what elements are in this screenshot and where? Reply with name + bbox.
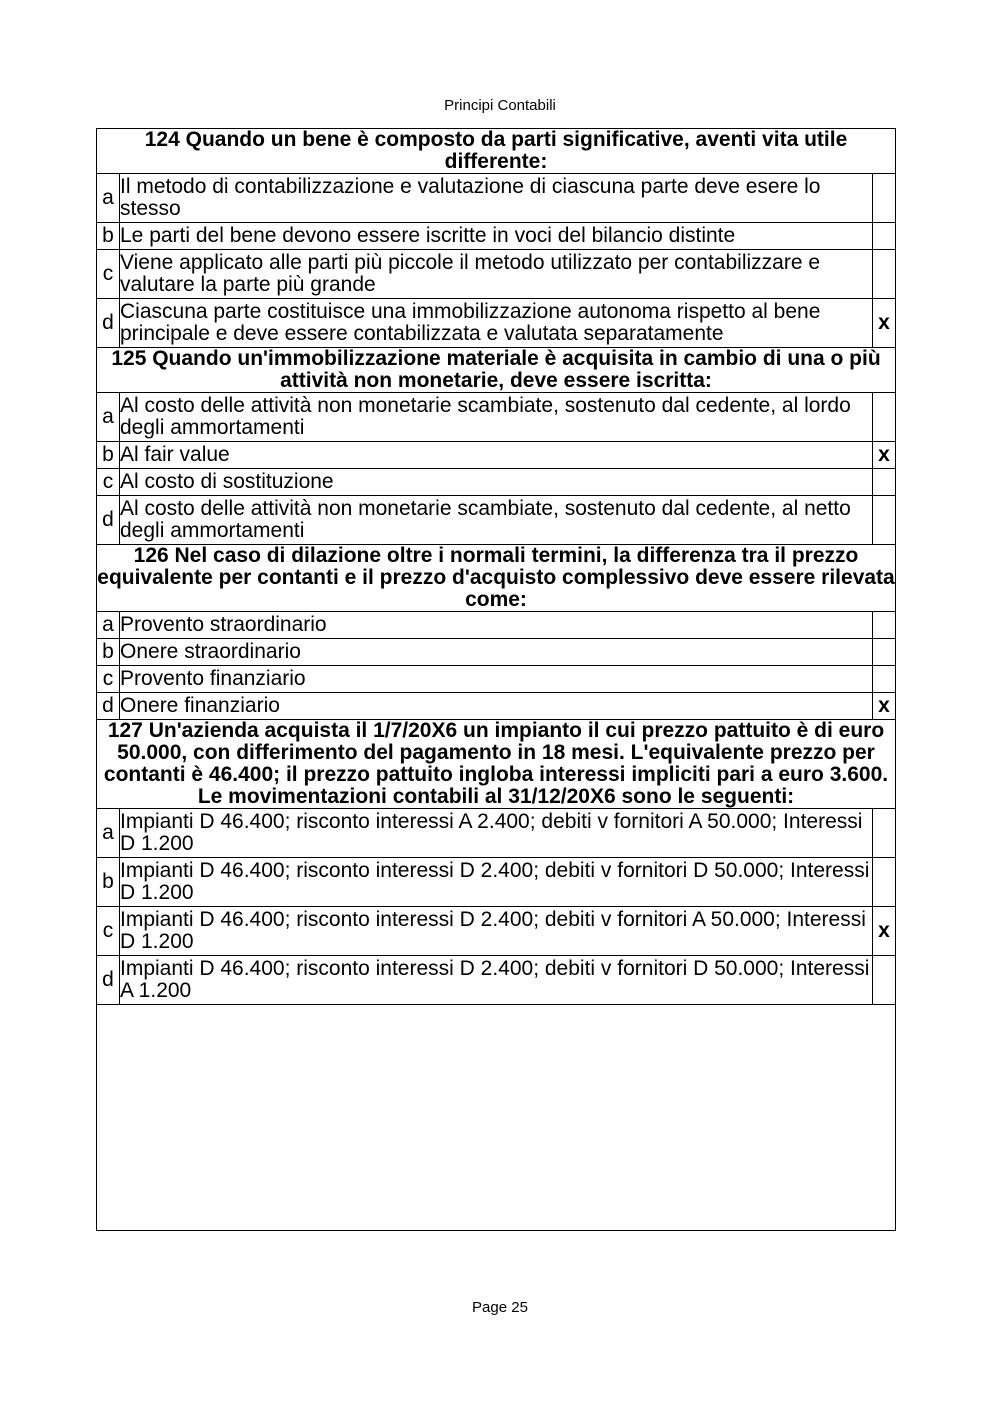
- option-row: [97, 858, 896, 907]
- option-text: Onere straordinario: [120, 639, 873, 666]
- option-letter: d: [97, 693, 120, 720]
- question-row: [97, 129, 896, 174]
- option-text: Impianti D 46.400; risconto interessi D 2.400; debiti v fornitori D 50.000; Interessi A 1.200: [120, 956, 873, 1005]
- option-text: Impianti D 46.400; risconto interessi D 2.400; debiti v fornitori D 50.000; Interessi D 1.200: [120, 858, 873, 907]
- answer-mark: [873, 174, 896, 223]
- option-letter: b: [97, 639, 120, 666]
- option-letter: a: [97, 612, 120, 639]
- answer-mark: x: [873, 299, 896, 348]
- answer-mark: [873, 809, 896, 858]
- option-row: [97, 469, 896, 496]
- answer-mark: x: [873, 907, 896, 956]
- option-row: [97, 639, 896, 666]
- option-row: [97, 907, 896, 956]
- option-letter: a: [97, 393, 120, 442]
- option-letter: c: [97, 907, 120, 956]
- option-letter: c: [97, 250, 120, 299]
- option-row: [97, 393, 896, 442]
- option-row: [97, 250, 896, 299]
- answer-mark: [873, 496, 896, 545]
- option-letter: b: [97, 442, 120, 469]
- option-text: Al costo delle attività non monetarie scambiate, sostenuto dal cedente, al lordo degli ammortamenti: [120, 393, 873, 442]
- option-letter: d: [97, 956, 120, 1005]
- page-header: Principi Contabili: [444, 97, 556, 114]
- answer-mark: [873, 250, 896, 299]
- option-letter: c: [97, 666, 120, 693]
- option-row: [97, 174, 896, 223]
- option-text: Impianti D 46.400; risconto interessi A 2.400; debiti v fornitori A 50.000; Interessi D 1.200: [120, 809, 873, 858]
- option-text: Le parti del bene devono essere iscritte in voci del bilancio distinte: [120, 223, 873, 250]
- answer-mark: [873, 956, 896, 1005]
- answer-mark: [873, 469, 896, 496]
- question-row: [97, 720, 896, 809]
- option-row: [97, 223, 896, 250]
- option-row: [97, 442, 896, 469]
- page-number: Page 25: [472, 1299, 528, 1316]
- question-heading: 127 Un'azienda acquista il 1/7/20X6 un impianto il cui prezzo pattuito è di euro 50.000, con differimento del pagamento in 18 mesi. L'equivalente prezzo per contanti è 46.400; il prezzo pattuito ingloba interessi impliciti pari a euro 3.600. Le movimentazioni contabili al 31/12/20X6 sono le seguenti:: [97, 720, 896, 809]
- option-text: Onere finanziario: [120, 693, 873, 720]
- answer-mark: [873, 858, 896, 907]
- option-row: [97, 612, 896, 639]
- option-letter: c: [97, 469, 120, 496]
- answer-mark: [873, 223, 896, 250]
- option-letter: b: [97, 223, 120, 250]
- answer-mark: [873, 393, 896, 442]
- option-letter: b: [97, 858, 120, 907]
- option-row: [97, 496, 896, 545]
- question-heading: 125 Quando un'immobilizzazione materiale è acquisita in cambio di una o più attività non monetarie, deve essere iscritta:: [97, 348, 896, 393]
- quiz-table: [96, 128, 896, 1005]
- option-row: [97, 809, 896, 858]
- option-row: [97, 956, 896, 1005]
- option-letter: d: [97, 299, 120, 348]
- answer-mark: [873, 612, 896, 639]
- option-text: Viene applicato alle parti più piccole il metodo utilizzato per contabilizzare e valutare la parte più grande: [120, 250, 873, 299]
- option-letter: d: [97, 496, 120, 545]
- option-row: [97, 299, 896, 348]
- option-text: Al costo delle attività non monetarie scambiate, sostenuto dal cedente, al netto degli ammortamenti: [120, 496, 873, 545]
- option-text: Ciascuna parte costituisce una immobilizzazione autonoma rispetto al bene principale e deve essere contabilizzata e valutata separatamente: [120, 299, 873, 348]
- option-text: Al fair value: [120, 442, 873, 469]
- question-heading: 124 Quando un bene è composto da parti significative, aventi vita utile differente:: [97, 129, 896, 174]
- option-text: Al costo di sostituzione: [120, 469, 873, 496]
- option-text: Il metodo di contabilizzazione e valutazione di ciascuna parte deve esere lo stesso: [120, 174, 873, 223]
- answer-mark: [873, 639, 896, 666]
- question-row: [97, 348, 896, 393]
- option-row: [97, 693, 896, 720]
- option-text: Provento straordinario: [120, 612, 873, 639]
- question-row: [97, 545, 896, 612]
- option-row: [97, 666, 896, 693]
- option-letter: a: [97, 809, 120, 858]
- answer-mark: x: [873, 442, 896, 469]
- answer-mark: [873, 666, 896, 693]
- option-text: Impianti D 46.400; risconto interessi D 2.400; debiti v fornitori A 50.000; Interessi D 1.200: [120, 907, 873, 956]
- question-heading: 126 Nel caso di dilazione oltre i normali termini, la differenza tra il prezzo equivalente per contanti e il prezzo d'acquisto complessivo deve essere rilevata come:: [97, 544, 895, 611]
- option-letter: a: [97, 174, 120, 223]
- option-text: Provento finanziario: [120, 666, 873, 693]
- answer-mark: x: [873, 693, 896, 720]
